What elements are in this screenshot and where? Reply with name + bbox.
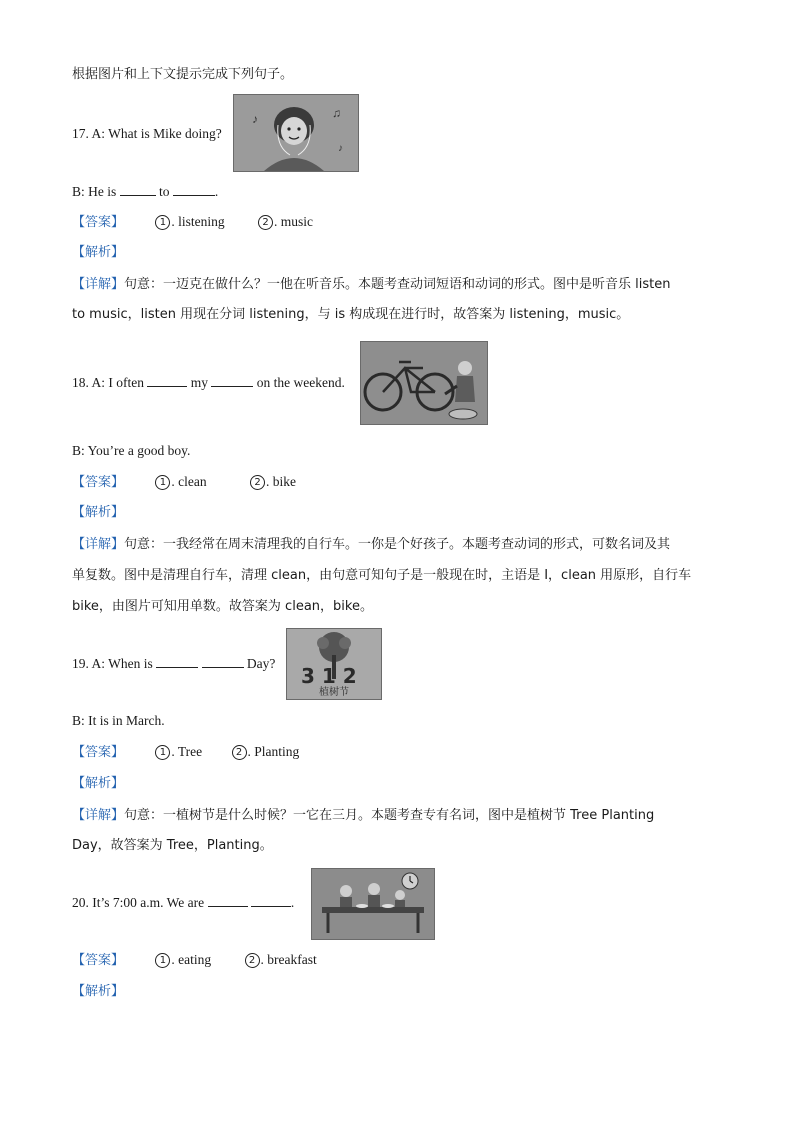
- circled-number-icon: 2: [258, 215, 273, 230]
- answer-label: 【答案】: [72, 215, 125, 230]
- detail-label: 【详解】: [72, 537, 125, 552]
- q17-detail-text-1: 句意：一迈克在做什么？一他在听音乐。本题考查动词短语和动词的形式。图中是听音乐 listen: [124, 277, 671, 292]
- q18-question: [72, 374, 345, 392]
- circled-number-icon: 1: [155, 745, 170, 760]
- bike-cleaning-icon: [361, 342, 487, 424]
- circled-number-icon: 1: [155, 215, 170, 230]
- detail-label: 【详解】: [72, 277, 125, 292]
- q18-answer-2-text: . bike: [266, 474, 296, 489]
- circled-number-icon: 2: [250, 475, 265, 490]
- answer-label: 【答案】: [72, 745, 125, 760]
- circled-number-icon: 2: [232, 745, 247, 760]
- svg-text:♪: ♪: [252, 112, 258, 126]
- q19-a-post: Day?: [243, 656, 276, 671]
- q20-answer-2: [245, 951, 317, 969]
- q20-a-post: .: [290, 895, 295, 910]
- q17-b-mid: to: [155, 184, 173, 199]
- q20-answer-2-text: . breakfast: [260, 952, 317, 967]
- q17-b-post: .: [214, 184, 219, 199]
- q20-answer-row: [72, 951, 317, 970]
- analysis-label: 【解析】: [72, 505, 125, 520]
- q19-picture: [286, 628, 382, 700]
- analysis-label: 【解析】: [72, 984, 125, 999]
- circled-number-icon: 2: [245, 953, 260, 968]
- q17-b-pre: B: He is: [72, 184, 120, 199]
- q19-question: [72, 655, 275, 673]
- q17-question: 17. A: What is Mike doing?: [72, 126, 222, 141]
- q18-detail-line-2: 单复数。图中是清理自行车，清理 clean，由句意可知句子是一般现在时，主语是 I，clean 用原形，自行车: [72, 568, 692, 583]
- q17-picture: [233, 94, 359, 172]
- circled-number-icon: 1: [155, 475, 170, 490]
- q18-detail-line-1: [72, 535, 670, 554]
- detail-label: 【详解】: [72, 808, 125, 823]
- q19-detail-line-2: Day，故答案为 Tree，Planting。: [72, 838, 273, 853]
- q20-blank-2[interactable]: [251, 894, 291, 907]
- circled-number-icon: 1: [155, 953, 170, 968]
- q17-detail-line-2: to music，listen 用现在分词 listening，与 is 构成现在进行时，故答案为 listening，music。: [72, 307, 630, 322]
- q19-answer-2: [232, 743, 300, 761]
- q19-answer-1-text: . Tree: [171, 744, 203, 759]
- svg-text:♫: ♫: [332, 106, 341, 120]
- q20-answer-1-text: . eating: [171, 952, 212, 967]
- q20-picture: [311, 868, 435, 940]
- q18-answer-2: [250, 473, 296, 491]
- q18-answer-row: [72, 473, 296, 492]
- breakfast-scene-icon: [312, 869, 434, 939]
- q17-answer-1: [155, 213, 224, 231]
- svg-text:♪: ♪: [338, 143, 343, 154]
- analysis-label: 【解析】: [72, 776, 125, 791]
- q18-a-mid: my: [187, 375, 212, 390]
- tree-logo-icon: [287, 629, 381, 699]
- q18-a-post: on the weekend.: [253, 375, 345, 390]
- q18-blank-2[interactable]: [211, 374, 253, 387]
- q17-answer-1-text: . listening: [171, 214, 225, 229]
- q17-answer-line: [72, 183, 218, 201]
- logo-caption-text: 植树节: [319, 687, 349, 698]
- q20-question: [72, 894, 294, 912]
- q19-answer-1: [155, 743, 202, 761]
- analysis-label: 【解析】: [72, 245, 125, 260]
- q18-blank-1[interactable]: [147, 374, 187, 387]
- q18-b-line: B: You’re a good boy.: [72, 443, 191, 458]
- q18-detail-text-1: 句意：一我经常在周末清理我的自行车。一你是个好孩子。本题考查动词的形式，可数名词及其: [124, 537, 671, 552]
- q19-b-line: B: It is in March.: [72, 713, 165, 728]
- logo-date-text: 3 1 2: [301, 664, 357, 688]
- q20-blank-1[interactable]: [208, 894, 248, 907]
- q19-blank-1[interactable]: [156, 655, 198, 668]
- q18-answer-1: [155, 473, 206, 491]
- q19-detail-line-1: [72, 806, 654, 825]
- q17-blank-1[interactable]: [120, 183, 156, 196]
- q19-answer-row: [72, 743, 299, 762]
- instruction-text: 根据图片和上下文提示完成下列句子。: [72, 67, 294, 82]
- q19-answer-2-text: . Planting: [247, 744, 300, 759]
- q17-answer-2: [258, 213, 313, 231]
- q17-answer-row: [72, 213, 313, 232]
- q17-answer-2-text: . music: [274, 214, 314, 229]
- q19-a-pre: 19. A: When is: [72, 656, 157, 671]
- answer-label: 【答案】: [72, 475, 125, 490]
- q18-detail-line-3: bike，由图片可知用单数。故答案为 clean，bike。: [72, 599, 373, 614]
- q20-answer-1: [155, 951, 211, 969]
- q18-picture: [360, 341, 488, 425]
- q18-answer-1-text: . clean: [171, 474, 207, 489]
- q18-a-pre: 18. A: I often: [72, 375, 148, 390]
- q19-blank-2[interactable]: [202, 655, 244, 668]
- q17-detail-line-1: [72, 275, 670, 294]
- boy-listening-icon: [234, 95, 358, 171]
- q17-blank-2[interactable]: [173, 183, 215, 196]
- q19-detail-text-1: 句意：一植树节是什么时候？一它在三月。本题考查专有名词，图中是植树节 Tree Planting: [124, 808, 655, 823]
- answer-label: 【答案】: [72, 953, 125, 968]
- q20-a-pre: 20. It’s 7:00 a.m. We are: [72, 895, 208, 910]
